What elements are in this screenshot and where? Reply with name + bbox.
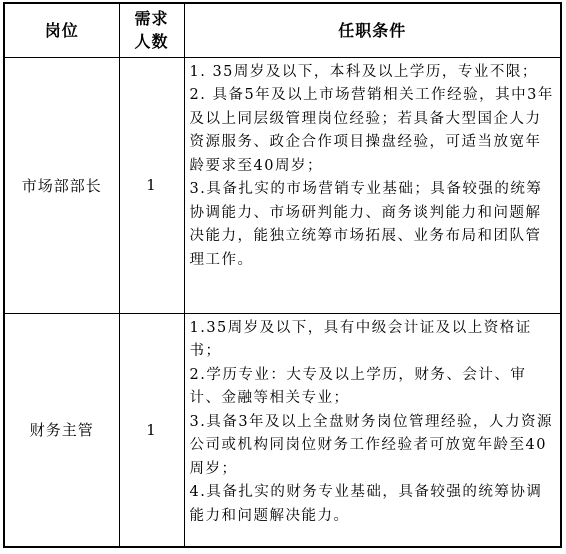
header-count xyxy=(119,3,184,57)
position-cell: 财务主管 xyxy=(4,313,119,547)
requirement-item: 1. 35周岁及以下，本科及以上学历，专业不限； xyxy=(189,63,538,80)
requirement-item: 3.具备3年及以上全盘财务岗位管理经验，人力资源公司或机构同岗位财务工作经验者可放宽年龄至40周岁； xyxy=(189,413,554,477)
requirement-item: 3.具备扎实的市场营销专业基础；具备较强的统筹协调能力、市场研判能力、商务谈判能力和问题解决能力，能独立统筹市场拓展、业务布局和团队管理工作。 xyxy=(189,181,543,268)
header-count-line1: 需求 xyxy=(134,9,169,29)
position-cell: 市场部部长 xyxy=(4,57,119,313)
requirements-cell xyxy=(184,57,561,313)
count-cell: 1 xyxy=(119,313,184,547)
requirement-item: 2.学历专业：大专及以上学历，财务、会计、审计、金融等相关专业； xyxy=(189,366,527,406)
requirements-cell xyxy=(184,313,561,547)
requirement-item: 2. 具备5年及以上市场营销相关工作经验，其中3年及以上同层级管理岗位经验；若具备大型国企人力资源服务、政企合作项目操盘经验，可适当放宽年龄要求至40周岁； xyxy=(189,87,554,174)
requirement-item: 4.具备扎实的财务专业基础，具备较强的统筹协调能力和问题解决能力。 xyxy=(189,484,543,524)
job-requirements-table xyxy=(3,2,562,548)
table-row xyxy=(4,313,561,547)
table-row xyxy=(4,57,561,313)
requirement-item: 1.35周岁及以下，具有中级会计证及以上资格证书； xyxy=(189,319,532,359)
header-requirements: 任职条件 xyxy=(184,3,561,57)
count-cell: 1 xyxy=(119,57,184,313)
header-position: 岗位 xyxy=(4,3,119,57)
table-header-row xyxy=(4,3,561,57)
header-count-line2: 人数 xyxy=(134,32,169,52)
